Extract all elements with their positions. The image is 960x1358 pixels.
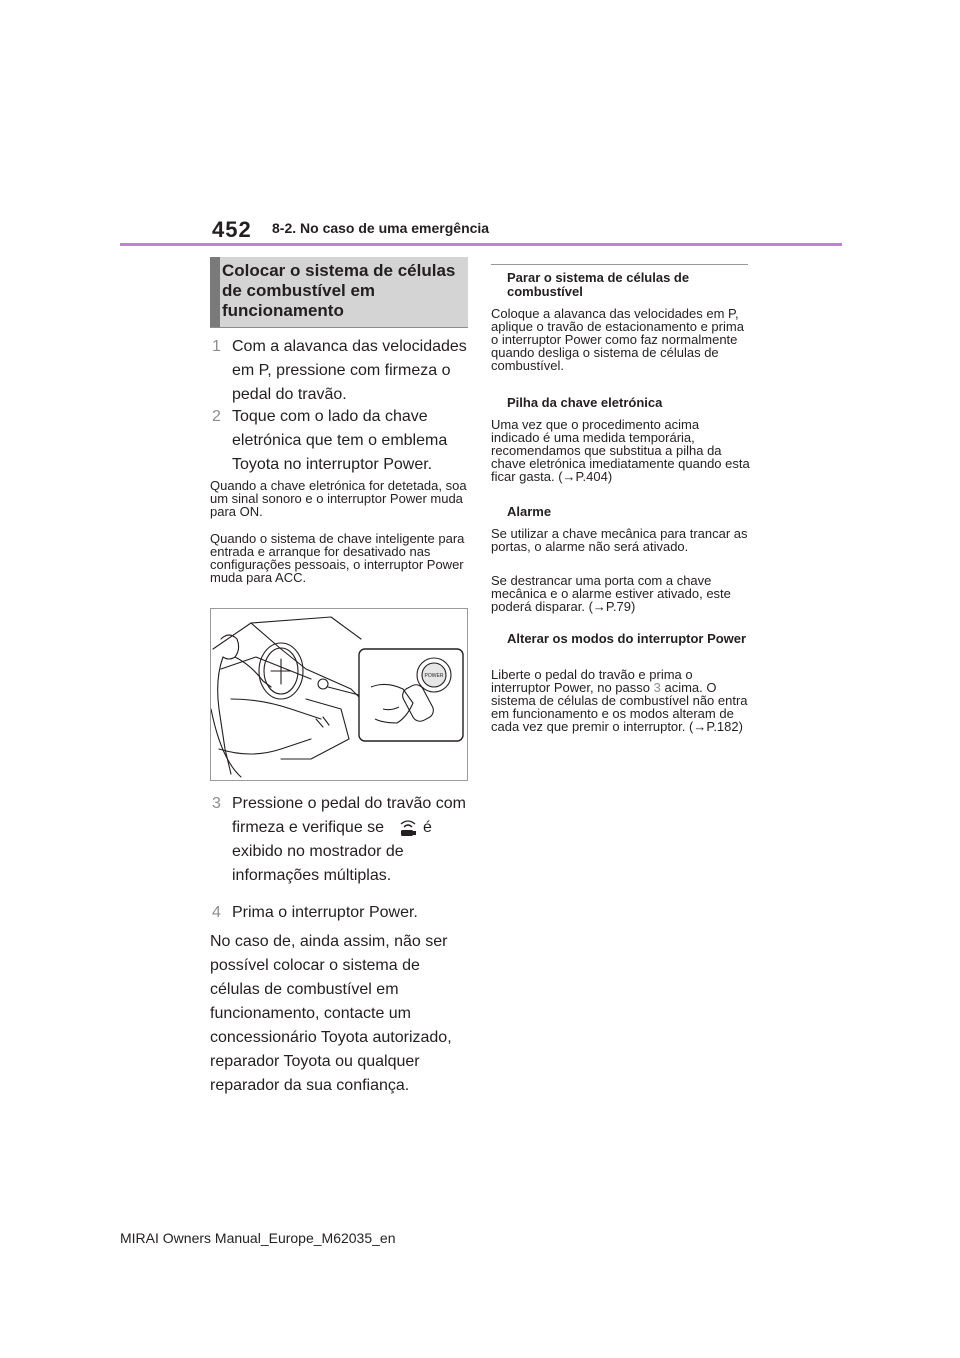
step-reference: 3: [653, 680, 661, 695]
step-number: 3: [212, 795, 221, 812]
step-text: Com a alavanca das velocidades em P, pressione com firmeza o pedal do travão.: [232, 338, 467, 403]
step-number: 4: [212, 904, 221, 921]
block-text-power-modes: Liberte o pedal do travão e prima o interruptor Power, no passo 3 acima. O sistema de células de combustível não entra em funcionamento e os modos alteram de cada vez que premir o interruptor. (→P.182): [491, 667, 748, 734]
block-text-alarm: Se utilizar a chave mecânica para trancar as portas, o alarme não será ativado.: [491, 526, 748, 554]
header-rule: [120, 243, 842, 246]
block-text-stop-system: Coloque a alavanca das velocidades em P, aplique o travão de estacionamento e prima o interruptor Power como faz normalmente quando desliga o sistema de células de combustível.: [491, 306, 744, 373]
step-text: Toque com o lado da chave eletrónica que tem o emblema Toyota no interruptor Power.: [232, 408, 448, 473]
page-number: 452: [212, 217, 252, 242]
footer-manual-id: MIRAI Owners Manual_Europe_M62035_en: [120, 1230, 396, 1246]
power-label: POWER: [424, 673, 444, 679]
section-heading: [210, 257, 468, 328]
block-heading-stop-system: Parar o sistema de células de combustível: [507, 270, 690, 299]
step-4: [210, 901, 470, 925]
note-smart-key-disabled: Quando o sistema de chave inteligente para entrada e arranque for desativado nas configurações pessoais, o interruptor Power muda para ACC.: [210, 531, 465, 585]
step-text-before: Pressione o pedal do travão com firmeza e verifique se: [232, 795, 466, 836]
right-column-rule: [491, 264, 748, 265]
block-heading-power-modes: Alterar os modos do interruptor Power: [507, 631, 747, 646]
step-3: [210, 792, 470, 888]
block-text-alarm-2: Se destrancar uma porta com a chave mecânica e o alarme estiver ativado, este poderá disparar. (→P.79): [491, 573, 731, 614]
section-title: 8-2. No caso de uma emergência: [272, 220, 490, 236]
block-heading-key-battery: Pilha da chave eletrónica: [507, 395, 663, 410]
step-number: 2: [212, 408, 221, 425]
step-1: [210, 335, 470, 407]
driver-key-illustration: [211, 609, 467, 780]
key-indicator-icon: [397, 819, 419, 837]
block-text-key-battery: Uma vez que o procedimento acima indicado é uma medida temporária, recomendamos que substitua a pilha da chave eletrónica imediatamente quando esta ficar gasta. (→P.404): [491, 417, 750, 484]
section-heading-text: Colocar o sistema de células de combustível em funcionamento: [222, 261, 456, 320]
step-2: [210, 405, 470, 477]
illustration-key-to-power-switch: [210, 608, 468, 781]
step-text: Prima o interruptor Power.: [232, 904, 418, 921]
step-number: 1: [212, 338, 221, 355]
note-key-detected: Quando a chave eletrónica for detetada, soa um sinal sonoro e o interruptor Power muda para ON.: [210, 478, 467, 519]
block-heading-alarm: Alarme: [507, 504, 552, 519]
step-text-after: é exibido no mostrador de informações múltiplas.: [232, 819, 432, 884]
closing-paragraph: No caso de, ainda assim, não ser possível colocar o sistema de células de combustível em funcionamento, contacte um concessionário Toyota autorizado, reparador Toyota ou qualquer reparador da sua confiança.: [210, 933, 452, 1094]
heading-accent-bar: [210, 257, 220, 327]
